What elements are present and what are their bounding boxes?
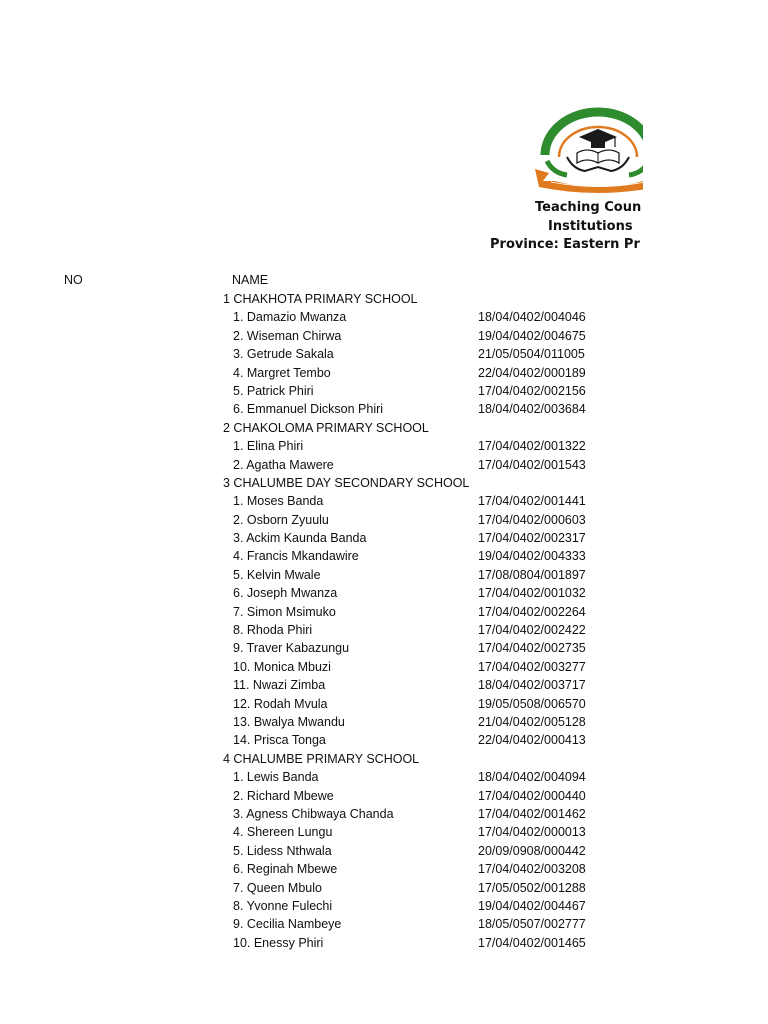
table-row [0, 897, 768, 915]
person-name: 1. Lewis Banda [233, 770, 319, 785]
table-row [0, 787, 768, 805]
registration-number: 17/04/0402/001441 [478, 494, 586, 509]
table-row [0, 879, 768, 897]
table-row [0, 805, 768, 823]
registration-number: 17/05/0502/001288 [478, 880, 586, 895]
person-name: 6. Joseph Mwanza [233, 586, 338, 601]
table-row [0, 658, 768, 676]
person-name: 6. Reginah Mbewe [233, 862, 338, 877]
table-row [0, 603, 768, 621]
table-row [0, 308, 768, 326]
registration-number: 19/04/0402/004333 [478, 549, 586, 564]
table-row [0, 492, 768, 510]
registration-number: 17/04/0402/003208 [478, 862, 586, 877]
person-name: 3. Agness Chibwaya Chanda [233, 806, 394, 821]
council-logo [533, 107, 643, 195]
registration-number: 17/04/0402/001322 [478, 439, 586, 454]
person-name: 1. Elina Phiri [233, 439, 304, 454]
school-label: 3 CHALUMBE DAY SECONDARY SCHOOL [223, 475, 470, 490]
person-name: 2. Osborn Zyuulu [233, 512, 329, 527]
table-row [0, 823, 768, 841]
table-row [0, 676, 768, 694]
person-name: 11. Nwazi Zimba [233, 678, 326, 693]
person-name: 10. Enessy Phiri [233, 935, 324, 950]
table-row [0, 731, 768, 749]
header-subtitle: Institutions [548, 219, 633, 234]
table-row [0, 547, 768, 565]
person-name: 4. Francis Mkandawire [233, 549, 359, 564]
table-row [0, 768, 768, 786]
person-name: 5. Kelvin Mwale [233, 567, 321, 582]
person-name: 7. Queen Mbulo [233, 880, 322, 895]
registration-number: 18/05/0507/002777 [478, 917, 586, 932]
registration-number: 17/04/0402/002422 [478, 623, 586, 638]
school-list [0, 290, 768, 952]
registration-number: 17/04/0402/002317 [478, 531, 586, 546]
table-row [0, 915, 768, 933]
person-name: 1. Damazio Mwanza [233, 310, 347, 325]
registration-number: 17/04/0402/000603 [478, 512, 586, 527]
person-name: 3. Getrude Sakala [233, 347, 334, 362]
person-name: 2. Agatha Mawere [233, 457, 334, 472]
person-name: 8. Yvonne Fulechi [233, 898, 333, 913]
person-name: 9. Cecilia Nambeye [233, 917, 342, 932]
table-row [0, 713, 768, 731]
registration-number: 17/04/0402/001032 [478, 586, 586, 601]
table-row [0, 842, 768, 860]
registration-number: 17/04/0402/000013 [478, 825, 586, 840]
registration-number: 18/04/0402/003684 [478, 402, 586, 417]
document-header [0, 199, 768, 259]
registration-number: 19/04/0402/004675 [478, 328, 586, 343]
registration-number: 17/04/0402/000440 [478, 788, 586, 803]
registration-number: 21/04/0402/005128 [478, 714, 586, 729]
school-row [0, 419, 768, 437]
header-title: Teaching Coun [535, 200, 642, 215]
table-row [0, 584, 768, 602]
person-name: 6. Emmanuel Dickson Phiri [233, 402, 384, 417]
school-label: 4 CHALUMBE PRIMARY SCHOOL [223, 751, 420, 766]
person-name: 8. Rhoda Phiri [233, 623, 313, 638]
registration-number: 17/04/0402/002264 [478, 604, 586, 619]
table-row [0, 621, 768, 639]
school-row [0, 290, 768, 308]
registration-number: 20/09/0908/000442 [478, 843, 586, 858]
registration-number: 18/04/0402/003717 [478, 678, 586, 693]
person-name: 2. Wiseman Chirwa [233, 328, 342, 343]
table-row [0, 639, 768, 657]
registration-number: 21/05/0504/011005 [478, 347, 585, 362]
person-name: 3. Ackim Kaunda Banda [233, 531, 367, 546]
person-name: 4. Margret Tembo [233, 365, 331, 380]
person-name: 1. Moses Banda [233, 494, 324, 509]
registration-number: 17/04/0402/001543 [478, 457, 586, 472]
person-name: 4. Shereen Lungu [233, 825, 333, 840]
table-row [0, 695, 768, 713]
registration-number: 18/04/0402/004094 [478, 770, 586, 785]
table-row [0, 934, 768, 952]
registration-number: 17/08/0804/001897 [478, 567, 586, 582]
school-label: 1 CHAKHOTA PRIMARY SCHOOL [223, 292, 418, 306]
person-name: 7. Simon Msimuko [233, 604, 336, 619]
registration-number: 17/04/0402/001462 [478, 806, 586, 821]
table-row [0, 529, 768, 547]
registration-number: 19/05/0508/006570 [478, 696, 586, 711]
registration-number: 22/04/0402/000413 [478, 733, 586, 748]
school-row [0, 750, 768, 768]
person-name: 10. Monica Mbuzi [233, 659, 331, 674]
council-seal-icon [533, 107, 643, 195]
table-row [0, 511, 768, 529]
registration-number: 17/04/0402/002735 [478, 641, 586, 656]
registration-number: 18/04/0402/004046 [478, 310, 586, 325]
table-row [0, 566, 768, 584]
registration-number: 22/04/0402/000189 [478, 365, 586, 380]
column-header-no: NO [64, 273, 83, 287]
person-name: 5. Lidess Nthwala [233, 843, 332, 858]
school-row [0, 474, 768, 492]
registration-number: 19/04/0402/004467 [478, 898, 586, 913]
person-name: 12. Rodah Mvula [233, 696, 328, 711]
table-row [0, 437, 768, 455]
table-row [0, 382, 768, 400]
person-name: 13. Bwalya Mwandu [233, 714, 345, 729]
table-row [0, 364, 768, 382]
table-row [0, 456, 768, 474]
table-row [0, 860, 768, 878]
table-row [0, 400, 768, 418]
school-label: 2 CHAKOLOMA PRIMARY SCHOOL [223, 420, 429, 435]
registration-number: 17/04/0402/001465 [478, 935, 586, 950]
header-province: Province: Eastern Pr [490, 237, 640, 252]
column-header-name: NAME [232, 273, 269, 287]
person-name: 9. Traver Kabazungu [233, 641, 350, 656]
registration-number: 17/04/0402/002156 [478, 383, 586, 398]
table-row [0, 327, 768, 345]
person-name: 2. Richard Mbewe [233, 788, 334, 803]
table-row [0, 345, 768, 363]
registration-number: 17/04/0402/003277 [478, 659, 586, 674]
person-name: 14. Prisca Tonga [233, 733, 326, 748]
person-name: 5. Patrick Phiri [233, 383, 314, 398]
